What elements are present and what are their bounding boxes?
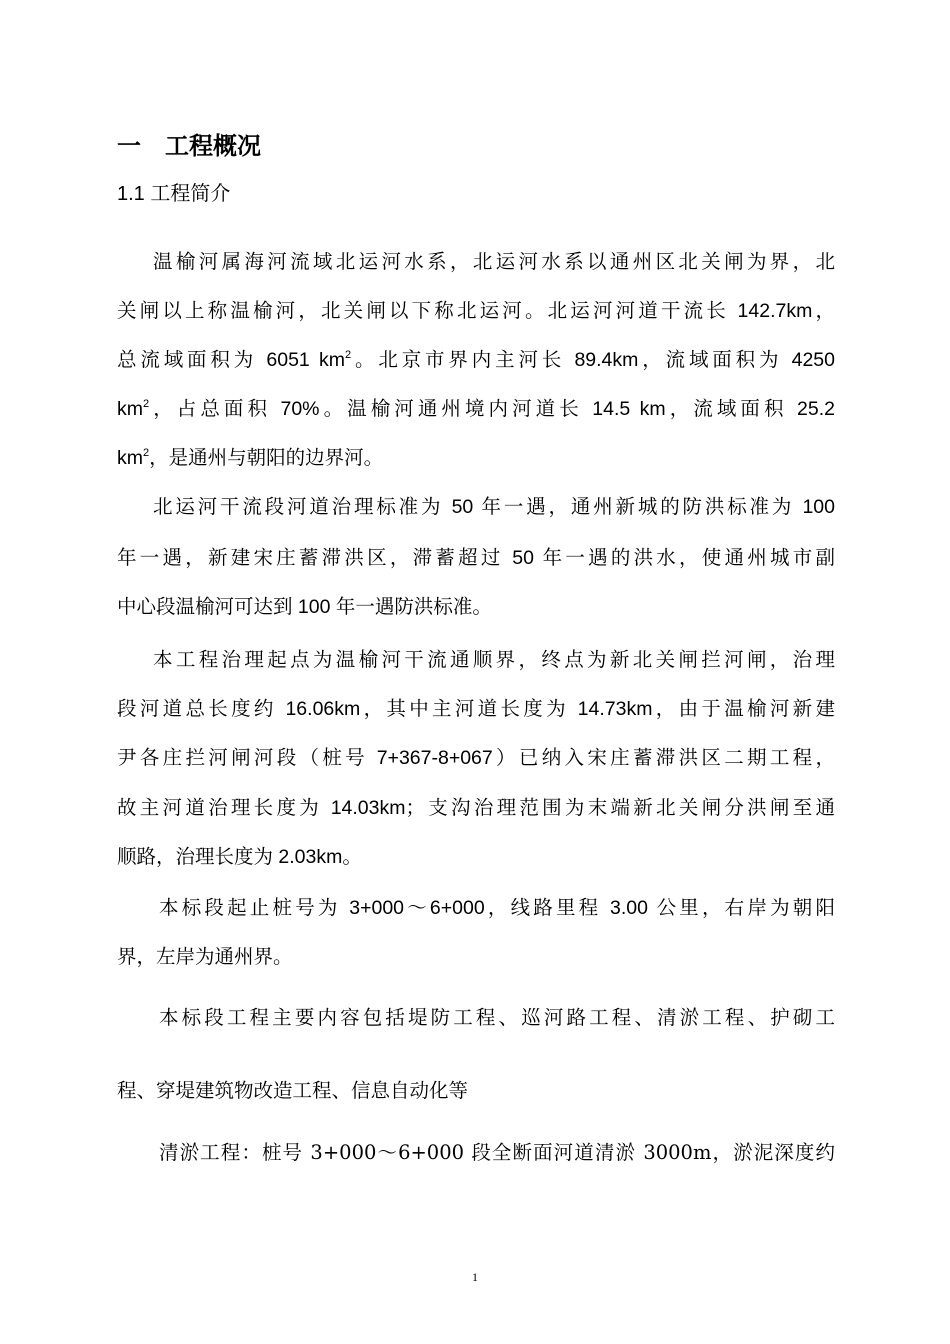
paragraph-line: 关闸以上称温榆河，北关闸以下称北运河。北运河河道干流长 142.7km， <box>117 300 835 322</box>
paragraph-line: $km^2$，占总面积 70%。温榆河通州境内河道长 14.5 km，流域面积 25.2 <box>117 398 835 420</box>
paragraph-line: 界，左岸为通州界。 <box>117 946 293 968</box>
paragraph-line: 尹各庄拦河闸河段（桩号 7+367-8+067）已纳入宋庄蓄滞洪区二期工程， <box>117 747 835 769</box>
paragraph-line: 程、穿堤建筑物改造工程、信息自动化等 <box>117 1080 469 1102</box>
paragraph-line: 年一遇，新建宋庄蓄滞洪区，滞蓄超过 50 年一遇的洪水，使通州城市副 <box>117 547 835 569</box>
section-title: 工程概况 <box>165 133 261 160</box>
section-heading <box>117 126 261 161</box>
paragraph-line: 本标段起止桩号为 3+000～6+000，线路里程 3.00 公里，右岸为朝阳 <box>159 897 835 919</box>
paragraph-line: 本工程治理起点为温榆河干流通顺界，终点为新北关闸拦河闸，治理 <box>153 649 835 671</box>
paragraph-line: 故主河道治理长度为 14.03km；支沟治理范围为末端新北关闸分洪闸至通 <box>117 797 835 819</box>
paragraph-line: 本标段工程主要内容包括堤防工程、巡河路工程、清淤工程、护砌工 <box>159 1007 835 1029</box>
subsection-heading: 1.1 工程简介 <box>117 183 231 205</box>
paragraph-line: 清淤工程：桩号 3+000～6+000 段全断面河道清淤 3000m，淤泥深度约 <box>159 1141 835 1164</box>
paragraph-line: 段河道总长度约 16.06km，其中主河道长度为 14.73km，由于温榆河新建 <box>117 698 835 720</box>
paragraph-line: 北运河干流段河道治理标准为 50 年一遇，通州新城的防洪标准为 100 <box>153 496 835 518</box>
paragraph-line: 总流域面积为 6051 $km^2$。北京市界内主河长 89.4km，流域面积为 4250 <box>117 349 835 371</box>
paragraph-line: $km^2$，是通州与朝阳的边界河。 <box>117 447 384 469</box>
paragraph-line: 中心段温榆河可达到 100 年一遇防洪标准。 <box>117 596 492 618</box>
paragraph-line: 温榆河属海河流域北运河水系，北运河水系以通州区北关闸为界，北 <box>153 251 835 273</box>
section-number: 一 <box>117 133 141 160</box>
page-number: 1 <box>472 1270 478 1284</box>
paragraph-line: 顺路，治理长度为 2.03km。 <box>117 846 362 868</box>
